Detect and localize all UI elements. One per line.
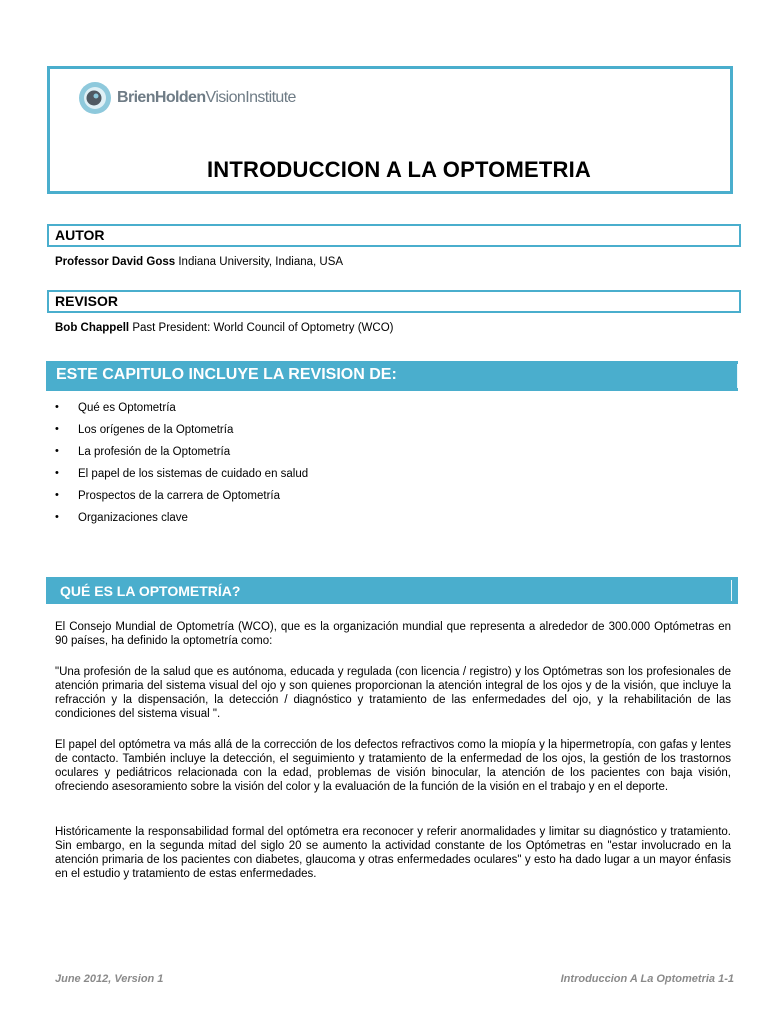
chapter-contents-band [46,361,738,391]
document-title: INTRODUCCION A LA OPTOMETRIA [206,157,592,182]
logo-wordmark: BrienHoldenVisionInstitute [117,89,296,106]
paragraph: El Consejo Mundial de Optometría (WCO), que es la organización mundial que representa a alrededor de 300.000 Optómetras en 90 países, ha definido la optometría como: [55,621,731,647]
paragraph: "Una profesión de la salud que es autónoma, educada y regulada (con licencia / registro) y los Optómetras son los profesionales de atención primaria del sistema visual del ojo y son quienes proporcionan la atención integral de los ojos y de la visión, que incluye la refracción y la dispensación, la detección / diagnóstico y tratamiento de las enfermedades del ojo, y la rehabilitación de las condiciones del sistema visual ". [55,666,731,720]
reviewer-line [55,322,394,334]
section-band [46,577,738,604]
author-line [55,256,343,268]
list-item: • Organizaciones clave [55,512,308,534]
chapter-contents-heading: ESTE CAPITULO INCLUYE LA REVISION DE: [56,366,397,383]
footer-page-number: Introduccion A La Optometria 1-1 [560,973,734,985]
reviewer-label-box: REVISOR [47,290,741,313]
footer-version: June 2012, Version 1 [55,973,164,985]
brien-holden-logo [78,81,296,115]
paragraph: Históricamente la responsabilidad formal del optómetra era reconocer y referir anormalidades y limitar su diagnóstico y tratamiento. Sin embargo, en la segunda mitad del siglo 20 se aumento la actividad constante de los Optómetras en "estar involucrado en la atención primaria de los pacientes con diabetes, glaucoma y otras enfermedades oculares" y esto ha dado lugar a un mayor énfasis en el estudio y tratamiento de estas enfermedades. [55,826,731,880]
author-label-box: AUTOR [47,224,741,247]
author-name: Professor David Goss [55,256,176,268]
paragraph: El papel del optómetra va más allá de la corrección de los defectos refractivos como la miopía y la hipermetropía, con gafas y lentes de contacto. También incluye la detección, el seguimiento y tratamiento de la enfermedad de los ojos, la gestión de los trastornos oculares y pediátricos relacionada con la edad, problemas de visión binocular, la atención de los pacientes con baja visión, ofreciendo asesoramiento sobre la visión del color y la evaluación de la función de la visión en el trabajo y en el deporte. [55,739,731,793]
reviewer-affiliation: Past President: World Council of Optometry (WCO) [129,322,394,334]
list-item: • Prospectos de la carrera de Optometría [55,490,308,512]
author-affiliation: Indiana University, Indiana, USA [175,256,344,268]
section-heading: QUÉ ES LA OPTOMETRÍA? [60,583,241,599]
list-item: • Qué es Optometría [55,402,308,424]
reviewer-name: Bob Chappell [55,322,130,334]
chapter-topics-list [55,402,308,534]
eye-logo-icon [78,81,112,115]
header-box [47,66,733,194]
list-item: • El papel de los sistemas de cuidado en salud [55,468,308,490]
list-item: • La profesión de la Optometría [55,446,308,468]
list-item: • Los orígenes de la Optometría [55,424,308,446]
